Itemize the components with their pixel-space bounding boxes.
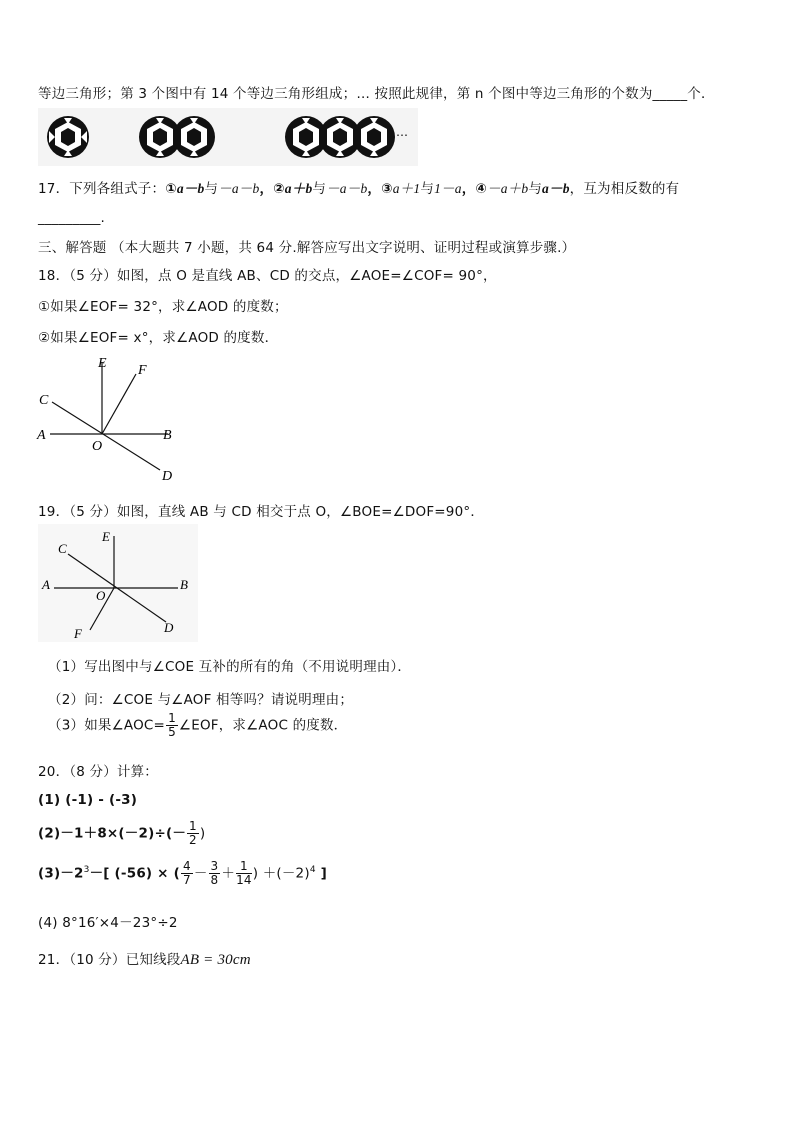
frac-den: 2 bbox=[189, 833, 197, 847]
q17-i4m: 与 bbox=[528, 181, 543, 197]
q20-expr-2 bbox=[38, 820, 205, 847]
q16-pattern-figure bbox=[38, 108, 418, 166]
op-plus: ＋ bbox=[221, 865, 236, 882]
fraction-4-7 bbox=[181, 860, 193, 887]
exp-4: 4 bbox=[309, 865, 316, 875]
q18-part-2: ②如果∠EOF= x°，求∠AOD 的度数． bbox=[38, 330, 279, 346]
label-C: C bbox=[39, 393, 49, 408]
label-A: A bbox=[37, 428, 46, 443]
q19-stem: 19．（5 分）如图，直线 AB 与 CD 相交于点 O，∠BOE=∠DOF=90°． bbox=[38, 504, 485, 520]
q17-i4b: a－b bbox=[542, 181, 570, 196]
q17-blank: _________. bbox=[38, 210, 106, 226]
q17-i2: ，② bbox=[259, 181, 285, 197]
label-D: D bbox=[164, 620, 174, 635]
exp-3: 3 bbox=[83, 865, 90, 875]
label-O: O bbox=[96, 588, 106, 603]
label-O: O bbox=[92, 439, 103, 454]
q20-e3-tail: ) ＋(－2) bbox=[252, 865, 310, 882]
frac-den: 8 bbox=[210, 873, 219, 887]
frac-den: 7 bbox=[182, 873, 191, 887]
op-minus: － bbox=[193, 865, 208, 882]
q17-i2b: －a－b bbox=[326, 181, 368, 196]
frac-den: 14 bbox=[236, 873, 252, 887]
q16-text: 等边三角形；第 3 个图中有 14 个等边三角形组成；… 按照此规律，第 n 个图中等边三角形的个数为_____个． bbox=[38, 86, 715, 102]
q20-e3-end: ] bbox=[315, 865, 328, 882]
q20-e3-mid: －[ (-56) × ( bbox=[89, 865, 180, 882]
label-A: A bbox=[42, 577, 50, 592]
q17-i3m: 与 bbox=[420, 181, 435, 197]
q21-expr: AB = 30cm bbox=[180, 952, 251, 968]
fraction-one-half bbox=[187, 820, 199, 847]
q20-stem: 20．（8 分）计算： bbox=[38, 764, 159, 780]
q20-expr-3 bbox=[38, 860, 327, 887]
q19-part-1: （1）写出图中与∠COE 互补的所有的角（不用说明理由）． bbox=[48, 659, 412, 675]
frac-den: 5 bbox=[168, 725, 176, 739]
fraction-3-8 bbox=[209, 860, 221, 887]
q18-part-1: ①如果∠EOF= 32°，求∠AOD 的度数； bbox=[38, 299, 288, 315]
label-F: F bbox=[74, 626, 82, 641]
q20-e2-pre: (2)－1＋8×(－2)÷(－ bbox=[38, 825, 187, 842]
q17-i2a: a＋b bbox=[284, 181, 313, 196]
q17-suffix: ，互为相反数的有 bbox=[569, 181, 680, 197]
q17-i4a: －a＋b bbox=[487, 181, 529, 196]
frac-num: 3 bbox=[210, 859, 219, 873]
q17-i3a: a＋1 bbox=[392, 181, 421, 196]
frac-num: 1 bbox=[168, 711, 176, 725]
q17-prefix: 17．下列各组式子： bbox=[38, 181, 166, 197]
q21-line bbox=[38, 948, 251, 969]
section-3-heading: 三、解答题 （本大题共 7 小题，共 64 分.解答应写出文字说明、证明过程或演算步骤.） bbox=[38, 240, 576, 256]
q20-expr-4: (4) 8°16′×4－23°÷2 bbox=[38, 915, 178, 931]
q17-i1b: －a－b bbox=[218, 181, 260, 196]
label-F: F bbox=[138, 363, 147, 378]
fraction-1-14 bbox=[236, 860, 252, 887]
pattern-ellipsis: … bbox=[396, 125, 408, 139]
label-C: C bbox=[58, 541, 67, 556]
q19-part-3 bbox=[48, 712, 347, 739]
q20-expr-1: (1) (-1) - (-3) bbox=[38, 792, 138, 808]
label-E: E bbox=[98, 356, 107, 371]
label-B: B bbox=[163, 428, 172, 443]
frac-num: 1 bbox=[189, 819, 197, 833]
q17-i4: ，④ bbox=[461, 181, 488, 197]
q18-figure bbox=[30, 352, 190, 487]
pattern-3 bbox=[285, 116, 395, 158]
label-E: E bbox=[102, 529, 110, 544]
fraction-one-fifth bbox=[166, 712, 178, 739]
q17-i1: ① bbox=[165, 181, 177, 197]
q20-e3-pre: (3)－2 bbox=[38, 865, 84, 882]
q18-stem: 18．（5 分）如图，点 O 是直线 AB、CD 的交点，∠AOE=∠COF= 90°， bbox=[38, 268, 497, 284]
q17-line bbox=[38, 177, 679, 197]
q17-i3b: 1－a bbox=[434, 181, 462, 196]
label-B: B bbox=[180, 577, 188, 592]
q17-i1m: 与 bbox=[204, 181, 219, 197]
frac-num: 1 bbox=[236, 860, 252, 874]
q17-i3: ，③ bbox=[367, 181, 393, 197]
q17-i2m: 与 bbox=[312, 181, 327, 197]
q19-figure bbox=[38, 524, 198, 642]
q17-i1a: a－b bbox=[176, 181, 205, 196]
q19-p3-post: ∠EOF，求∠AOC 的度数． bbox=[178, 717, 348, 734]
q19-part-2: （2）问：∠COE 与∠AOF 相等吗？请说明理由； bbox=[48, 692, 354, 708]
q21-stem: 21．（10 分）已知线段 bbox=[38, 952, 181, 968]
label-D: D bbox=[162, 469, 173, 484]
q20-e2-post: ) bbox=[199, 825, 206, 842]
q19-p3-pre: （3）如果∠AOC= bbox=[48, 717, 166, 734]
frac-num: 4 bbox=[182, 859, 191, 873]
pattern-1 bbox=[47, 116, 89, 158]
